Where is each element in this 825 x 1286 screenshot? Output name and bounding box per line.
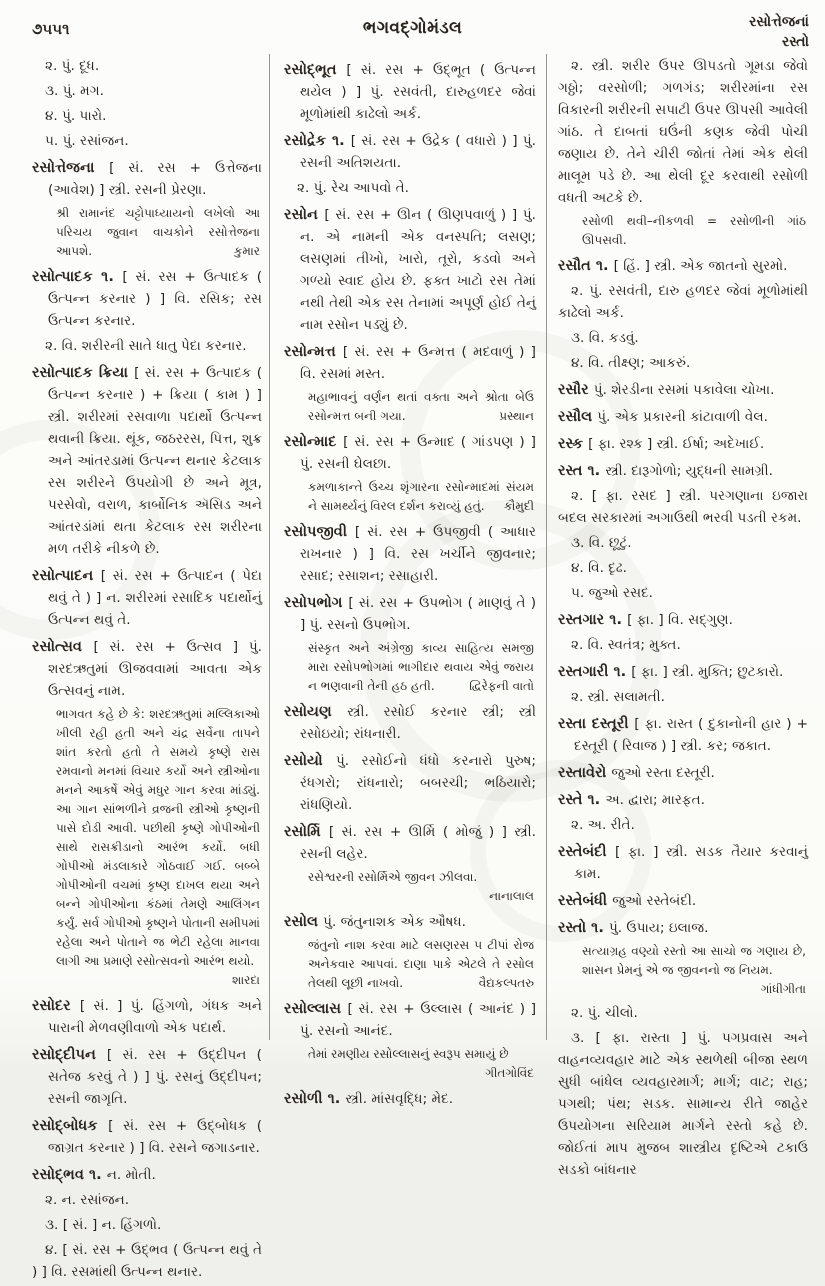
citation-source: ગીતગોવિંદ <box>485 1066 534 1080</box>
sense-item: ૨. પું. રેચ આપવો તે. <box>297 180 409 196</box>
dictionary-entry: રસોદ્ભવ ૧. ન. મોતી. <box>32 1166 156 1183</box>
citation-quote: શ્રી રામાનંદ ચટ્ટોપાધ્યાયનો લખેલો આ પરિચય જુવાન વાચકોને રસોત્તેજના આપશે. કુમાર <box>32 204 262 261</box>
headword: રસોત્તેજના <box>32 159 110 176</box>
sense-item: ૨. વિ. સ્વતંત્ર; મુક્ત. <box>571 637 681 653</box>
citation-source: શારદા <box>231 973 260 987</box>
dictionary-entry: રસોળી ૧. સ્ત્રી. માંસવૃદ્ધિ; મેદ. <box>284 1090 454 1107</box>
sense-item: ૨. વિ. શરીરની સાતે ધાતુ પેદા કરનાર. <box>45 338 247 354</box>
citation-quote: મહાભાવનું વર્ણન થતાં વક્તા અને શ્રોતા બેઉ રસોન્મત્ત બની ગયા. પ્રસ્થાન <box>284 388 536 426</box>
dictionary-entry: રસોત્પાદક ૧. [ સં. રસ + ઉત્પાદક ( ઉત્પન્ન કરનાર ) ] વિ. રસિક; રસ ઉત્પન્ન કરનાર. <box>32 268 262 329</box>
headword: રસ્તા દસ્તૂરી <box>558 715 635 732</box>
dictionary-entry: રસોદ્રેક ૧. [ સં. રસ + ઉદ્રેક ( વધારો ) ] પું. રસની અતિશયતા. <box>284 132 536 171</box>
dictionary-entry: રસ્તેબંધી જુઓ રસ્તેબંદી. <box>558 892 697 909</box>
dictionary-entry: રસ્તે ૧. અ. દ્વારા; મારફત. <box>558 791 705 808</box>
dictionary-entry: રસોત્તેજના [ સં. રસ + ઉત્તેજના (આવેશ) ] સ્ત્રી. રસની પ્રેરણા. <box>32 159 262 198</box>
column-divider <box>269 54 270 1040</box>
dictionary-entry: રસોર્મિ [ સં. રસ + ઊર્મિ ( મોજું ) ] સ્ત્રી. રસની લહેર. <box>284 823 536 862</box>
citation-quote: જંતુનો નાશ કરવા માટે લસણરસ ૫ ટીપાં રોજ અનેકવાર આપવાં. દાણા પાકે એટલે તે રસોલ તેલથી લૂછી નાખવો. વૈદ્યકલ્પતરુ <box>284 936 536 993</box>
citation-source: નાનાલાલ <box>489 889 534 903</box>
column-3 <box>558 54 808 1184</box>
dictionary-entry: રસ્ત ૧. સ્ત્રી. દારૂગોળો; યુદ્ધની સામગ્રી. <box>558 462 773 479</box>
citation-source: દ્વિરેફની વાતો <box>469 679 534 693</box>
sense-item: ૩. [ ફા. રાસ્તા ] પું. પગપ્રવાસ અને વાહનવ્યવહાર માટે એક સ્થળેથી બીજા સ્થળ સુધી બાંધેલ વ્યવહારમાર્ગ; માર્ગ; વાટ; રાહ; પગથી; પંથ; સડક. સામાન્ય રીતે જાહેર ઉપયોગના સરિયામ માર્ગને રસ્તો કહે છે. જોઈતાં માપ મુજબ શાસ્ત્રીય દૃષ્ટિએ ટકાઉ સડકો બાંધનાર <box>558 1030 808 1178</box>
column-divider <box>546 54 547 1040</box>
citation-source: પ્રસ્થાન <box>499 409 534 423</box>
dictionary-entry: રસોન્માદ [ સં. રસ + ઉન્માદ ( ગાંડપણ ) ] પું. રસની ઘેલછા. <box>284 433 536 472</box>
sense-item: ૨. પું. રસવંતી, દારુ હળદર જેવાં મૂળોમાંથી કાઢેલો અર્ક. <box>558 283 808 321</box>
headword: રસોન્મત્ત <box>284 343 343 360</box>
headword: રસોયો <box>284 752 336 769</box>
citation-quote: રસેશ્વરની રસોર્મિએ જીવન ઝીલવા. નાનાલાલ <box>284 868 536 906</box>
dictionary-entry: રસોયણ સ્ત્રી. રસોઈ કરનાર સ્ત્રી; સ્ત્રી રસોઇયો; રાંધનારી. <box>284 703 537 742</box>
headword: રસોદ્રેક ૧. <box>284 132 351 149</box>
headword: રસ્તે ૧. <box>558 791 606 808</box>
citation-source: કુમાર <box>233 244 260 258</box>
dictionary-entry: રસોત્પાદક ક્રિયા [ સં. રસ + ઉત્પાદક ( ઉત્પન્ન કરનાર ) + ક્રિયા ( કામ ) ] સ્ત્રી. શરીરમાં રસવાળા પદાર્થો ઉત્પન્ન થવાની ક્રિયા. થૂંક, જઠરરસ, પિત્ત, શુક્ર અને આંતરડામાં ઉત્પન્ન થનાર કેટલાક રસ શરીરને ઉપયોગી છે અને મૂત્ર, પરસેવો, વરાળ, કાર્બોનિક ઍસિડ અને આંતરડાંમાં થતા કેટલાક રસ શરીરના મળ તરીકે નીકળે છે. <box>32 364 263 557</box>
sense-item: ૫. જુઓ રસદ. <box>571 585 654 601</box>
dictionary-entry: રસોત્પાદન [ સં. રસ + ઉત્પાદન ( પેદા થવું તે ) ] ન. શરીરમાં રસાદિક પદાર્થોનું ઉત્પન્ન થવું તે. <box>32 567 262 628</box>
dictionary-entry: રસૌત ૧. [ હિં. ] સ્ત્રી. એક જાતનો સુરમો. <box>558 257 788 274</box>
column-1 <box>32 54 262 1286</box>
headword: રસોપજીવી <box>284 523 355 540</box>
sense-item: ૩. પું. મગ. <box>45 83 105 99</box>
headword: રસોળી ૧. <box>284 1090 346 1107</box>
sense-item: ૨. પું. દૂધ. <box>45 58 100 74</box>
sense-item: ૩. [ સં. ] ન. હિંગળો. <box>45 1217 162 1233</box>
guide-words <box>749 12 809 52</box>
column-2 <box>284 54 536 1113</box>
headword: રસૌત ૧. <box>558 257 614 274</box>
sense-item: ૩. વિ. છૂટું. <box>571 535 632 551</box>
headword: રસ્તો ૧. <box>558 919 609 936</box>
citation-quote: સંસ્કૃત અને અંગ્રેજી કાવ્ય સાહિત્ય સમજી મારા રસોપભોગમાં ભાગીદાર થવાય એવું જરાય ન ભણવાની તેની હઠ હતી. દ્વિરેફની વાતો <box>284 639 536 696</box>
headword: રસોપભોગ <box>284 594 349 611</box>
headword: રસ્તેબંદી <box>558 843 615 860</box>
page-title: ભગવદ્ગોમંડલ <box>362 18 463 38</box>
headword: રસોત્સવ <box>32 638 94 655</box>
dictionary-entry: રસોલ પું. જંતુનાશક એક ઔષધ. <box>284 913 466 930</box>
dictionary-entry: રસોદ્ભૂત [ સં. રસ + ઉદ્ભૂત ( ઉત્પન્ન થયેલ ) ] પું. રસવંતી, દારુહળદર જેવાં મૂળોમાંથી કાઢેલો અર્ક. <box>284 61 536 122</box>
headword: રસોત્પાદક ૧. <box>32 268 123 285</box>
sense-item: ૪. વિ. તીક્ષ્ણ; આકરું. <box>571 355 691 371</box>
dictionary-entry: રસોદ્બોધક [ સં. રસ + ઉદ્બોધક ( જાગ્રત કરનાર ) ] વિ. રસને જગાડનાર. <box>32 1117 263 1156</box>
dictionary-entry: રસોન્મત્ત [ સં. રસ + ઉન્મત્ત ( મદવાળું ) ] વિ. રસમાં મસ્ત. <box>284 343 536 382</box>
headword: રસ્તેબંધી <box>558 892 613 909</box>
headword: રસ્તાવેરો <box>558 764 612 781</box>
page-header <box>0 12 825 56</box>
sense-item: ૪. પું. પારો. <box>45 108 107 124</box>
dictionary-entry: રસોલ્લાસ [ સં. રસ + ઉલ્લાસ ( આનંદ ) ] પું. રસનો આનંદ. <box>284 1000 536 1039</box>
dictionary-entry: રસોદર [ સં. ] પું. હિંગળો, ગંધક અને પારાની મેળવણીવાળો એક પદાર્થ. <box>32 997 262 1036</box>
headword: રસૌલ <box>558 408 598 425</box>
dictionary-entry: રસોત્સવ [ સં. રસ + ઉત્સવ ] પું. શરદઋતુમાં ઊજવવામાં આવતા એક ઉત્સવનું નામ. <box>32 638 262 699</box>
dictionary-entry: રસોન [ સં. રસ + ઊન ( ઊણપવાળું ) ] પું. ન. એ નામની એક વનસ્પતિ; લસણ; લસણમાં તીખો, ખારો, તૂરો, કડવો અને ગળ્યો સ્વાદ હોય છે. ફક્ત ખાટો રસ તેમાં નથી તેથી એક રસ તેનામાં અપૂર્ણ હોઈ તેનું નામ રસોન પડ્યું છે. <box>284 206 537 333</box>
headword: રસોયણ <box>284 703 348 720</box>
dictionary-entry: રસોદ્દીપન [ સં. રસ + ઉદ્દીપન ( સતેજ કરવું તે ) ] પું. રસનું ઉદ્દીપન; રસની જાગૃતિ. <box>32 1046 262 1107</box>
sense-item: ૪. વિ. દૃઢ. <box>571 560 627 576</box>
sense-item: ૨. ન. રસાંજન. <box>45 1192 130 1208</box>
citation-quote: ભાગવત કહે છે કે: શરદઋતુમાં મલ્લિકાઓ ખીલી રહી હતી અને ચંદ્ર સર્વેના તાપને શાંત કરતો હતો તે સમયે કૃષ્ણે રાસ રમવાનો મનમાં વિચાર કર્યો અને સ્ત્રીઓના મનને આકર્ષે એવું મધુર ગાન કરવા માંડ્યું. આ ગાન સાંભળીને વ્રજની સ્ત્રીઓ કૃષ્ણની પાસે દોડી આવી. પછીથી કૃષ્ણે ગોપીઓની સાથે રાસક્રીડાનો આરંભ કર્યો. બધી ગોપીઓ મંડલાકારે ગોઠવાઈ ગઈ. બબ્બે ગોપીઓની વચમાં કૃષ્ણ દાખલ થયા અને બન્ને ગોપીઓના કંઠમાં તેમણે આલિંગન કર્યું. સર્વ ગોપીઓ કૃષ્ણને પોતાની સમીપમાં રહેલા અને પોતાને જ ભેટી રહેલા માનવા લાગી આ પ્રમાણે રસોત્સવનો આરંભ થયો. શારદા <box>32 705 262 990</box>
citation-source: વૈદ્યકલ્પતરુ <box>478 976 534 990</box>
headword: રસોત્પાદક ક્રિયા <box>32 364 135 381</box>
dictionary-entry: રસોયો પું. રસોઈનો ધંધો કરનારો પુરુષ; રંધગરો; રાંધનારો; બબરચી; ભઠિયારો; રાંધણિયો. <box>284 752 536 813</box>
dictionary-entry: રસૌલ પું. એક પ્રકારની કાંટાવાળી વેલ. <box>558 408 768 425</box>
headword: રસોન્માદ <box>284 433 344 450</box>
guide-word-last: રસ્તો <box>782 34 809 50</box>
dictionary-entry: રસ્ક [ ફા. રશ્ક ] સ્ત્રી. ઈર્ષા; અદેખાઈ. <box>558 435 765 452</box>
headword: રસૌર <box>558 381 594 398</box>
dictionary-entry: રસ્તાવેરો જુઓ રસ્તા દસ્તૂરી. <box>558 764 715 781</box>
headword: રસોદ્દીપન <box>32 1046 107 1063</box>
dictionary-entry: રસ્તો ૧. પું. ઉપાય; ઇલાજ. <box>558 919 709 936</box>
citation-quote: કમળાકાન્તે ઉચ્ચ શૃંગારના રસોન્માદમાં સંયમ ને સામર્થ્યનું વિરલ દર્શન કરાવ્યું હતું. કૌમુદી <box>284 478 536 516</box>
citation-quote: રસોળી થવી–નીકળવી = રસોળીની ગાંઠ ઊપસવી. <box>582 214 806 247</box>
guide-word-first: રસોત્તેજનાં <box>749 14 809 30</box>
sense-item: ૫. પું. રસાંજન. <box>45 133 129 149</box>
page-number: ૭૫૫૧ <box>32 20 70 38</box>
headword: રસોલ્લાસ <box>284 1000 348 1017</box>
headword: રસોત્પાદન <box>32 567 101 584</box>
sense-item: ૨. સ્ત્રી. સલામતી. <box>571 689 665 705</box>
headword: રસ્તગારી ૧. <box>558 663 632 680</box>
dictionary-entry: રસોપભોગ [ સં. રસ + ઉપભોગ ( માણવું તે ) ] પું. રસનો ઉપભોગ. <box>284 594 536 633</box>
headword: રસ્ત ૧. <box>558 462 606 479</box>
headword: રસોદ્ભૂત <box>284 61 347 78</box>
headword: રસોલ <box>284 913 324 930</box>
headword: રસોર્મિ <box>284 823 329 840</box>
headword: રસોદર <box>32 997 80 1014</box>
dictionary-entry: રસ્તેબંદી [ ફા. ] સ્ત્રી. સડક તૈયાર કરવાનું કામ. <box>558 843 808 882</box>
sense-item: ૩. વિ. કડવું. <box>571 330 639 346</box>
dictionary-entry: રસૌર પું. શેરડીના રસમાં પકાવેલા ચોખા. <box>558 381 775 398</box>
citation-quote: સત્યાગ્રહ વણ્યો રસ્તો આ સાચો જ ગણાય છે, શાસન પ્રેમનું એ જ જીવનનો જ નિયમ. ગાંધીગીતા <box>558 942 808 999</box>
dictionary-entry: રસોપજીવી [ સં. રસ + ઉપજીવી ( આધાર રાખનાર ) ] વિ. રસ ખર્ચીને જીવનાર; રસાદ; રસાશન; રસાહારી. <box>284 523 536 584</box>
dictionary-entry: રસ્તગારી ૧. [ ફા. ] સ્ત્રી. મુક્તિ; છુટકારો. <box>558 663 784 680</box>
citation-source: કૌમુદી <box>503 499 534 513</box>
headword: રસોદ્ભવ ૧. <box>32 1166 107 1183</box>
citation-quote: તેમાં રમણીય રસોલ્લાસનું સ્વરૂપ સમાયું છે ગીતગોવિંદ <box>284 1045 536 1083</box>
sense-item: ૨. પું. ચીલો. <box>571 1005 638 1021</box>
headword: રસોદ્બોધક <box>32 1117 109 1134</box>
headword: રસ્તગાર ૧. <box>558 611 628 628</box>
sense-item: ૨. [ ફા. રસદ ] સ્ત્રી. પરગણાના ઇજારા બદલ સરકારમાં અગાઉથી ભરવી પડતી રકમ. <box>558 488 808 526</box>
headword: રસોન <box>284 206 325 223</box>
citation-source: ગાંધીગીતા <box>760 982 806 996</box>
headword: રસ્ક <box>558 435 589 452</box>
sense-item: ૨. સ્ત્રી. શરીર ઉપર ઊપડતો ગૂમડા જેવો ગઠ્ઠો; વરસોળી; ગળગંડ; શરીરમાંના રસ વિકારની શરીરની સપાટી ઉપર ઊપસી આવેલી ગાંઠ. તે દાબતાં ઘઉંની કણક જેવી પોચી જણાય છે. તેને ચીરી જોતાં તેમાં એક થેલી માલૂમ પડે છે. આ થેલી દૂર કરવાથી રસોળી વધતી અટકે છે. <box>558 58 808 206</box>
sense-item: ૪. [ સં. રસ + ઉદ્ભવ ( ઉત્પન્ન થવું તે ) ] વિ. રસમાંથી ઉત્પન્ન થનાર. <box>32 1242 262 1280</box>
sense-item: ૨. અ. રીતે. <box>571 817 635 833</box>
dictionary-entry: રસ્તગાર ૧. [ ફા. ] વિ. સદ્ગુણ. <box>558 611 733 628</box>
dictionary-entry: રસ્તા દસ્તૂરી [ ફા. રાસ્ત ( દુકાનોની હાર ) + દસ્તૂરી ( રિવાજ ) ] સ્ત્રી. કર; જકાત. <box>558 715 808 754</box>
